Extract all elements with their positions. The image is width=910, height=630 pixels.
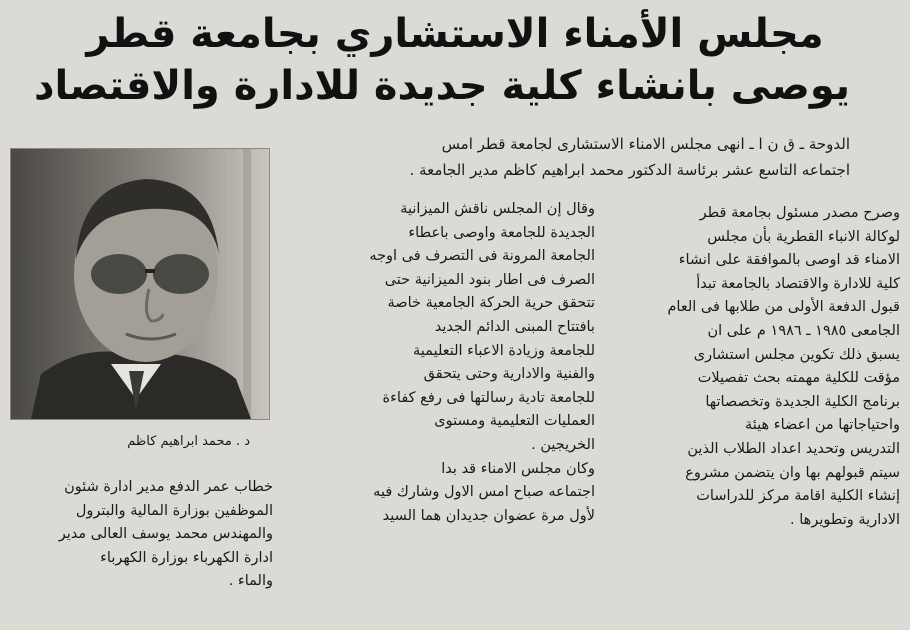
text-line: برنامج الكلية الجديدة وتخصصاتها (705, 393, 900, 410)
lede-line: اجتماعه التاسع عشر برئاسة الدكتور محمد ابراهيم كاظم مدير الجامعة . (409, 161, 850, 179)
text-line: الجامعى ١٩٨٥ ـ ١٩٨٦ م على ان (707, 322, 900, 339)
portrait-photo (10, 148, 270, 420)
headline-line-1: مجلس الأمناء الاستشاري بجامعة قطر (86, 11, 824, 57)
text-line: مؤقت للكلية مهمته بحث تفصيلات (697, 370, 900, 387)
text-line: لأول مرة عضوان جديدان هما السيد (382, 507, 595, 524)
text-line: للجامعة تادية رسالتها فى رفع كفاءة (382, 389, 595, 406)
text-line: والمهندس محمد يوسف العالى مدير (58, 526, 273, 543)
photo-caption: د . محمد ابراهيم كاظم (127, 434, 250, 449)
text-line: العمليات التعليمية ومستوى (434, 413, 595, 430)
text-line: قبول الدفعة الأولى من طلابها فى العام (667, 299, 900, 316)
text-line: كلية للادارة والاقتصاد بالجامعة تبدأ (696, 275, 900, 292)
article-column-right (630, 202, 900, 532)
text-line: ادارة الكهرباء بوزارة الكهرباء (100, 549, 273, 566)
headline-line-2: يوصى بانشاء كلية جديدة للادارة والاقتصاد (33, 63, 850, 109)
text-line: الجديدة للجامعة واوصى باعطاء (408, 224, 595, 241)
text-line: الامناء قد اوصى بالموافقة على انشاء (678, 252, 900, 269)
text-line: يسبق ذلك تكوين مجلس استشارى (693, 346, 900, 363)
text-line: لوكالة الانباء القطرية بأن مجلس (707, 228, 900, 245)
text-line: الجامعة المرونة فى التصرف فى اوجه (369, 248, 595, 265)
text-line: الموظفين بوزارة المالية والبترول (75, 502, 273, 519)
text-line: واحتياجاتها من اعضاء هيئة (745, 417, 900, 434)
text-line: إنشاء الكلية اقامة مركز للدراسات (696, 488, 900, 505)
text-line: للجامعة وزيادة الاعباء التعليمية (413, 342, 595, 359)
text-line: التدريس وتحديد اعداد الطلاب الذين (687, 440, 900, 457)
text-line: والماء . (228, 573, 273, 590)
text-line: الادارية وتطويرها . (790, 511, 900, 528)
text-line: تتحقق حرية الحركة الجامعية خاصة (387, 295, 595, 312)
text-line: وقال إن المجلس ناقش الميزانية (400, 201, 595, 217)
text-line: وكان مجلس الامناء قد بدا (441, 460, 595, 477)
text-line: بافتتاح المبنى الدائم الجديد (434, 318, 595, 335)
portrait-illustration (11, 149, 269, 419)
article-column-middle (320, 198, 595, 528)
article-column-left (8, 476, 273, 594)
lede-line: الدوحة ـ ق ن ا ـ انهى مجلس الامناء الاستشارى لجامعة قطر امس (441, 135, 850, 153)
text-line: الخريجين . (531, 436, 595, 453)
text-line: اجتماعه صباح امس الاول وشارك فيه (373, 484, 595, 501)
text-line: والفنية والادارية وحتى يتحقق (423, 366, 595, 383)
text-line: وصرح مصدر مسئول بجامعة قطر (699, 205, 900, 221)
text-line: سيتم قبولهم بها وان يتضمن مشروع (685, 464, 900, 481)
text-line: الصرف فى اطار بنود الميزانية حتى (384, 271, 595, 288)
text-line: خطاب عمر الدفع مدير ادارة شئون (64, 479, 273, 495)
